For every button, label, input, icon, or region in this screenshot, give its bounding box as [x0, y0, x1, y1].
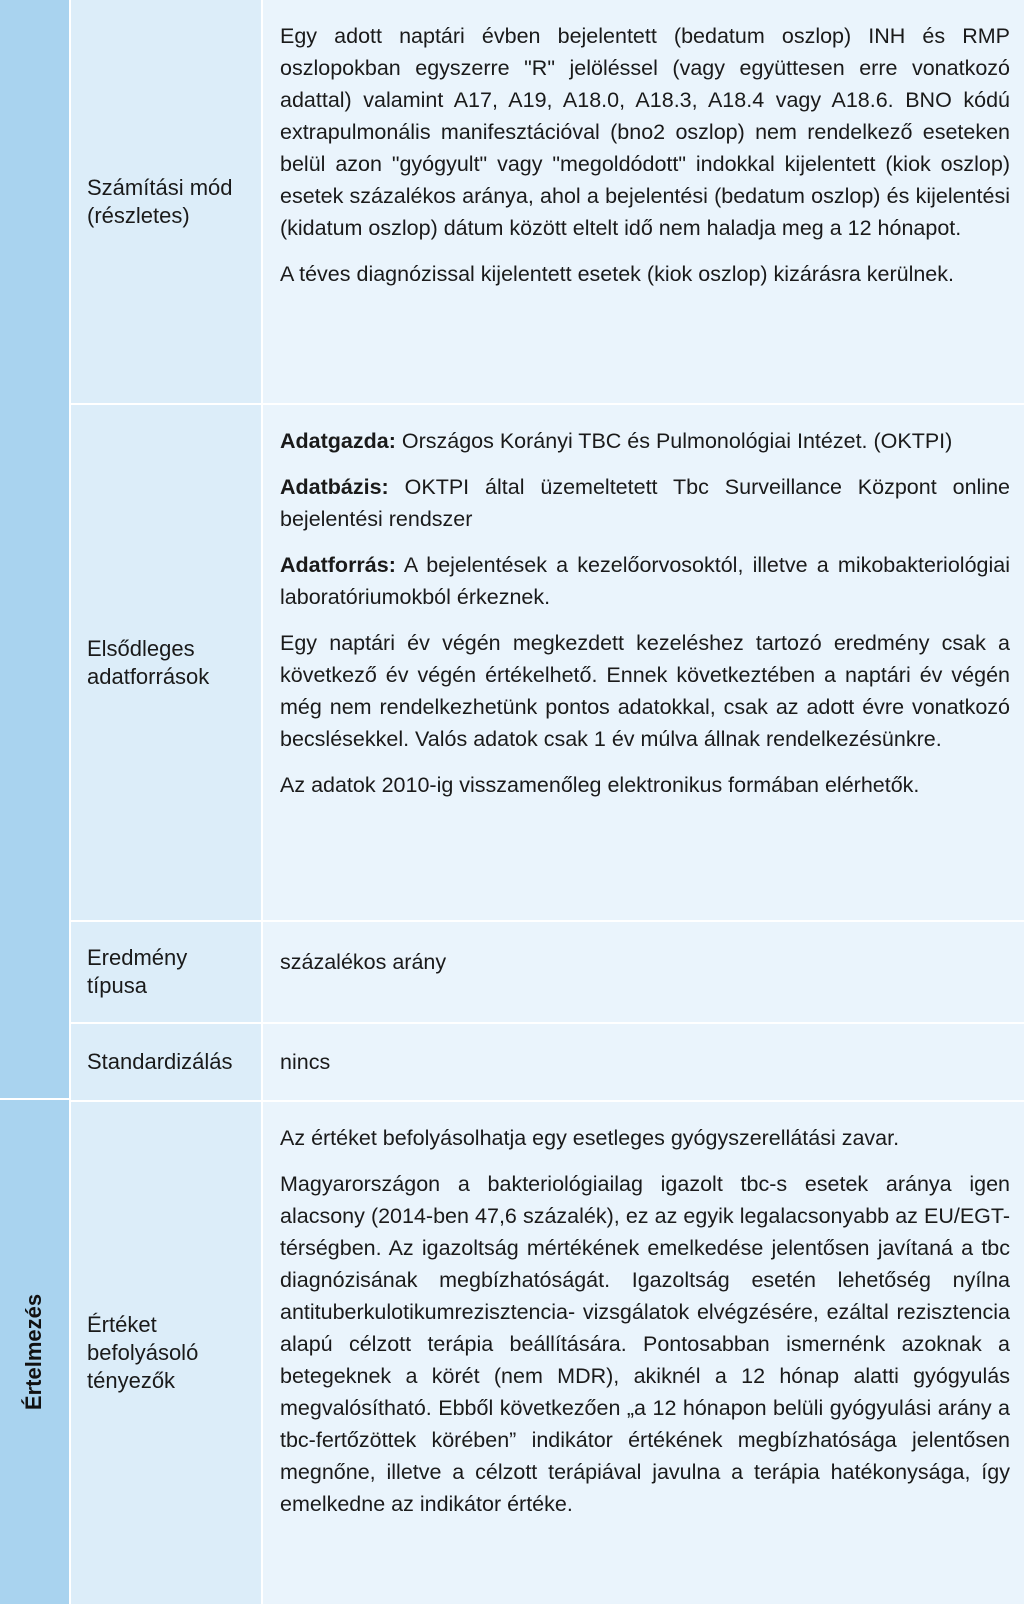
- side-label-container: [0, 1100, 69, 1604]
- origin-value: A bejelentések a kezelőorvosoktól, illetve a mikobakteriológiai laboratóriumokból érkeznek.: [280, 553, 1010, 609]
- row-primary-sources: [71, 405, 1024, 920]
- database-value: OKTPI által üzemeltetett Tbc Surveillance Központ online bejelentési rendszer: [280, 475, 1010, 531]
- row-result-type: [71, 922, 1024, 1022]
- row-label-sources: Elsődleges adatforrások: [71, 405, 261, 920]
- row-influencing-factors: [71, 1102, 1024, 1604]
- sources-paragraph-4: Egy naptári év végén megkezdett kezeléshez tartozó eredmény csak a következő év végén értékelhető. Ennek következtében a naptári év végén még nem rendelkezhetünk pontos adatokkal, csak az adott évre vonatkozó becslésekkel. Valós adatok csak 1 év múlva állnak rendelkezésünkre.: [280, 631, 1010, 751]
- factors-paragraph-2: Magyarországon a bakteriológiailag igazolt tbc-s esetek aránya igen alacsony (2014-ben 47,6 százalék), ez az egyik legalacsonyabb az EU/EGT- térségben. Az igazoltság mértékének emelkedése jelentősen javítaná a tbc diagnózisának megbízhatóságát. Igazoltság esetén lehetőség nyílna antituberkulotikumrezisztencia- vizsgálatok elvégzésére, ezáltal rezisztencia alapú célzott terápia beállítására. Pontosabban ismernénk azoknak a betegeknek a körét (nem MDR), akiknél a 12 hónap alatti gyógyulás megvalósítható. Ebből következően „a 12 hónapon belüli gyógyulási arány a tbc-fertőzöttek körében” indikátor értékének megbízhatósága jelentősen megnőne, illetve a célzott terápiával javulna a terápia hatékonysága, így emelkedne az indikátor értéke.: [280, 1172, 1010, 1516]
- row-value-standard: nincs: [263, 1024, 1024, 1100]
- calc-paragraph-2: A téves diagnózissal kijelentett esetek (kiok oszlop) kizárásra kerülnek.: [280, 262, 954, 286]
- row-label-factors: Értéket befolyásoló tényezők: [71, 1102, 261, 1604]
- origin-key: Adatforrás:: [280, 553, 396, 577]
- side-label: Értelmezés: [21, 1293, 47, 1411]
- row-calculation-method: [71, 0, 1024, 403]
- side-band-top: [0, 0, 70, 1098]
- sources-paragraph-5: Az adatok 2010-ig visszamenőleg elektronikus formában elérhetők.: [280, 773, 920, 797]
- row-value-calculation: [263, 0, 1024, 403]
- owner-key: Adatgazda:: [280, 429, 396, 453]
- row-standardization: [71, 1024, 1024, 1100]
- side-band-bottom: [0, 1100, 70, 1604]
- row-value-result: százalékos arány: [263, 922, 1024, 1022]
- sources-owner: [280, 425, 1010, 457]
- row-label-result: Eredmény típusa: [71, 922, 261, 1022]
- calc-paragraph-1: Egy adott naptári évben bejelentett (bedatum oszlop) INH és RMP oszlopokban egyszerre "R" jelöléssel (vagy együttesen erre vonatkozó adattal) valamint A17, A19, A18.0, A18.3, A18.4 vagy A18.6. BNO kódú extrapulmonális manifesztációval (bno2 oszlop) nem rendelkező eseteken belül azon "gyógyult" vagy "megoldódott" indokkal kijelentett (kiok oszlop) esetek százalékos aránya, ahol a bejelentési (bedatum oszlop) és kijelentési (kidatum oszlop) dátum között eltelt idő nem haladja meg a 12 hónapot.: [280, 24, 1010, 240]
- row-label-standard: Standardizálás: [71, 1024, 261, 1100]
- row-value-sources: [263, 405, 1024, 920]
- database-key: Adatbázis:: [280, 475, 389, 499]
- owner-value: Országos Korányi TBC és Pulmonológiai Intézet. (OKTPI): [395, 429, 953, 453]
- sources-origin: [280, 549, 1010, 613]
- factors-paragraph-1: Az értéket befolyásolhatja egy esetleges gyógyszerellátási zavar.: [280, 1126, 900, 1150]
- sources-database: [280, 471, 1010, 535]
- row-value-factors: [263, 1102, 1024, 1604]
- row-label-calculation: Számítási mód (részletes): [71, 0, 261, 403]
